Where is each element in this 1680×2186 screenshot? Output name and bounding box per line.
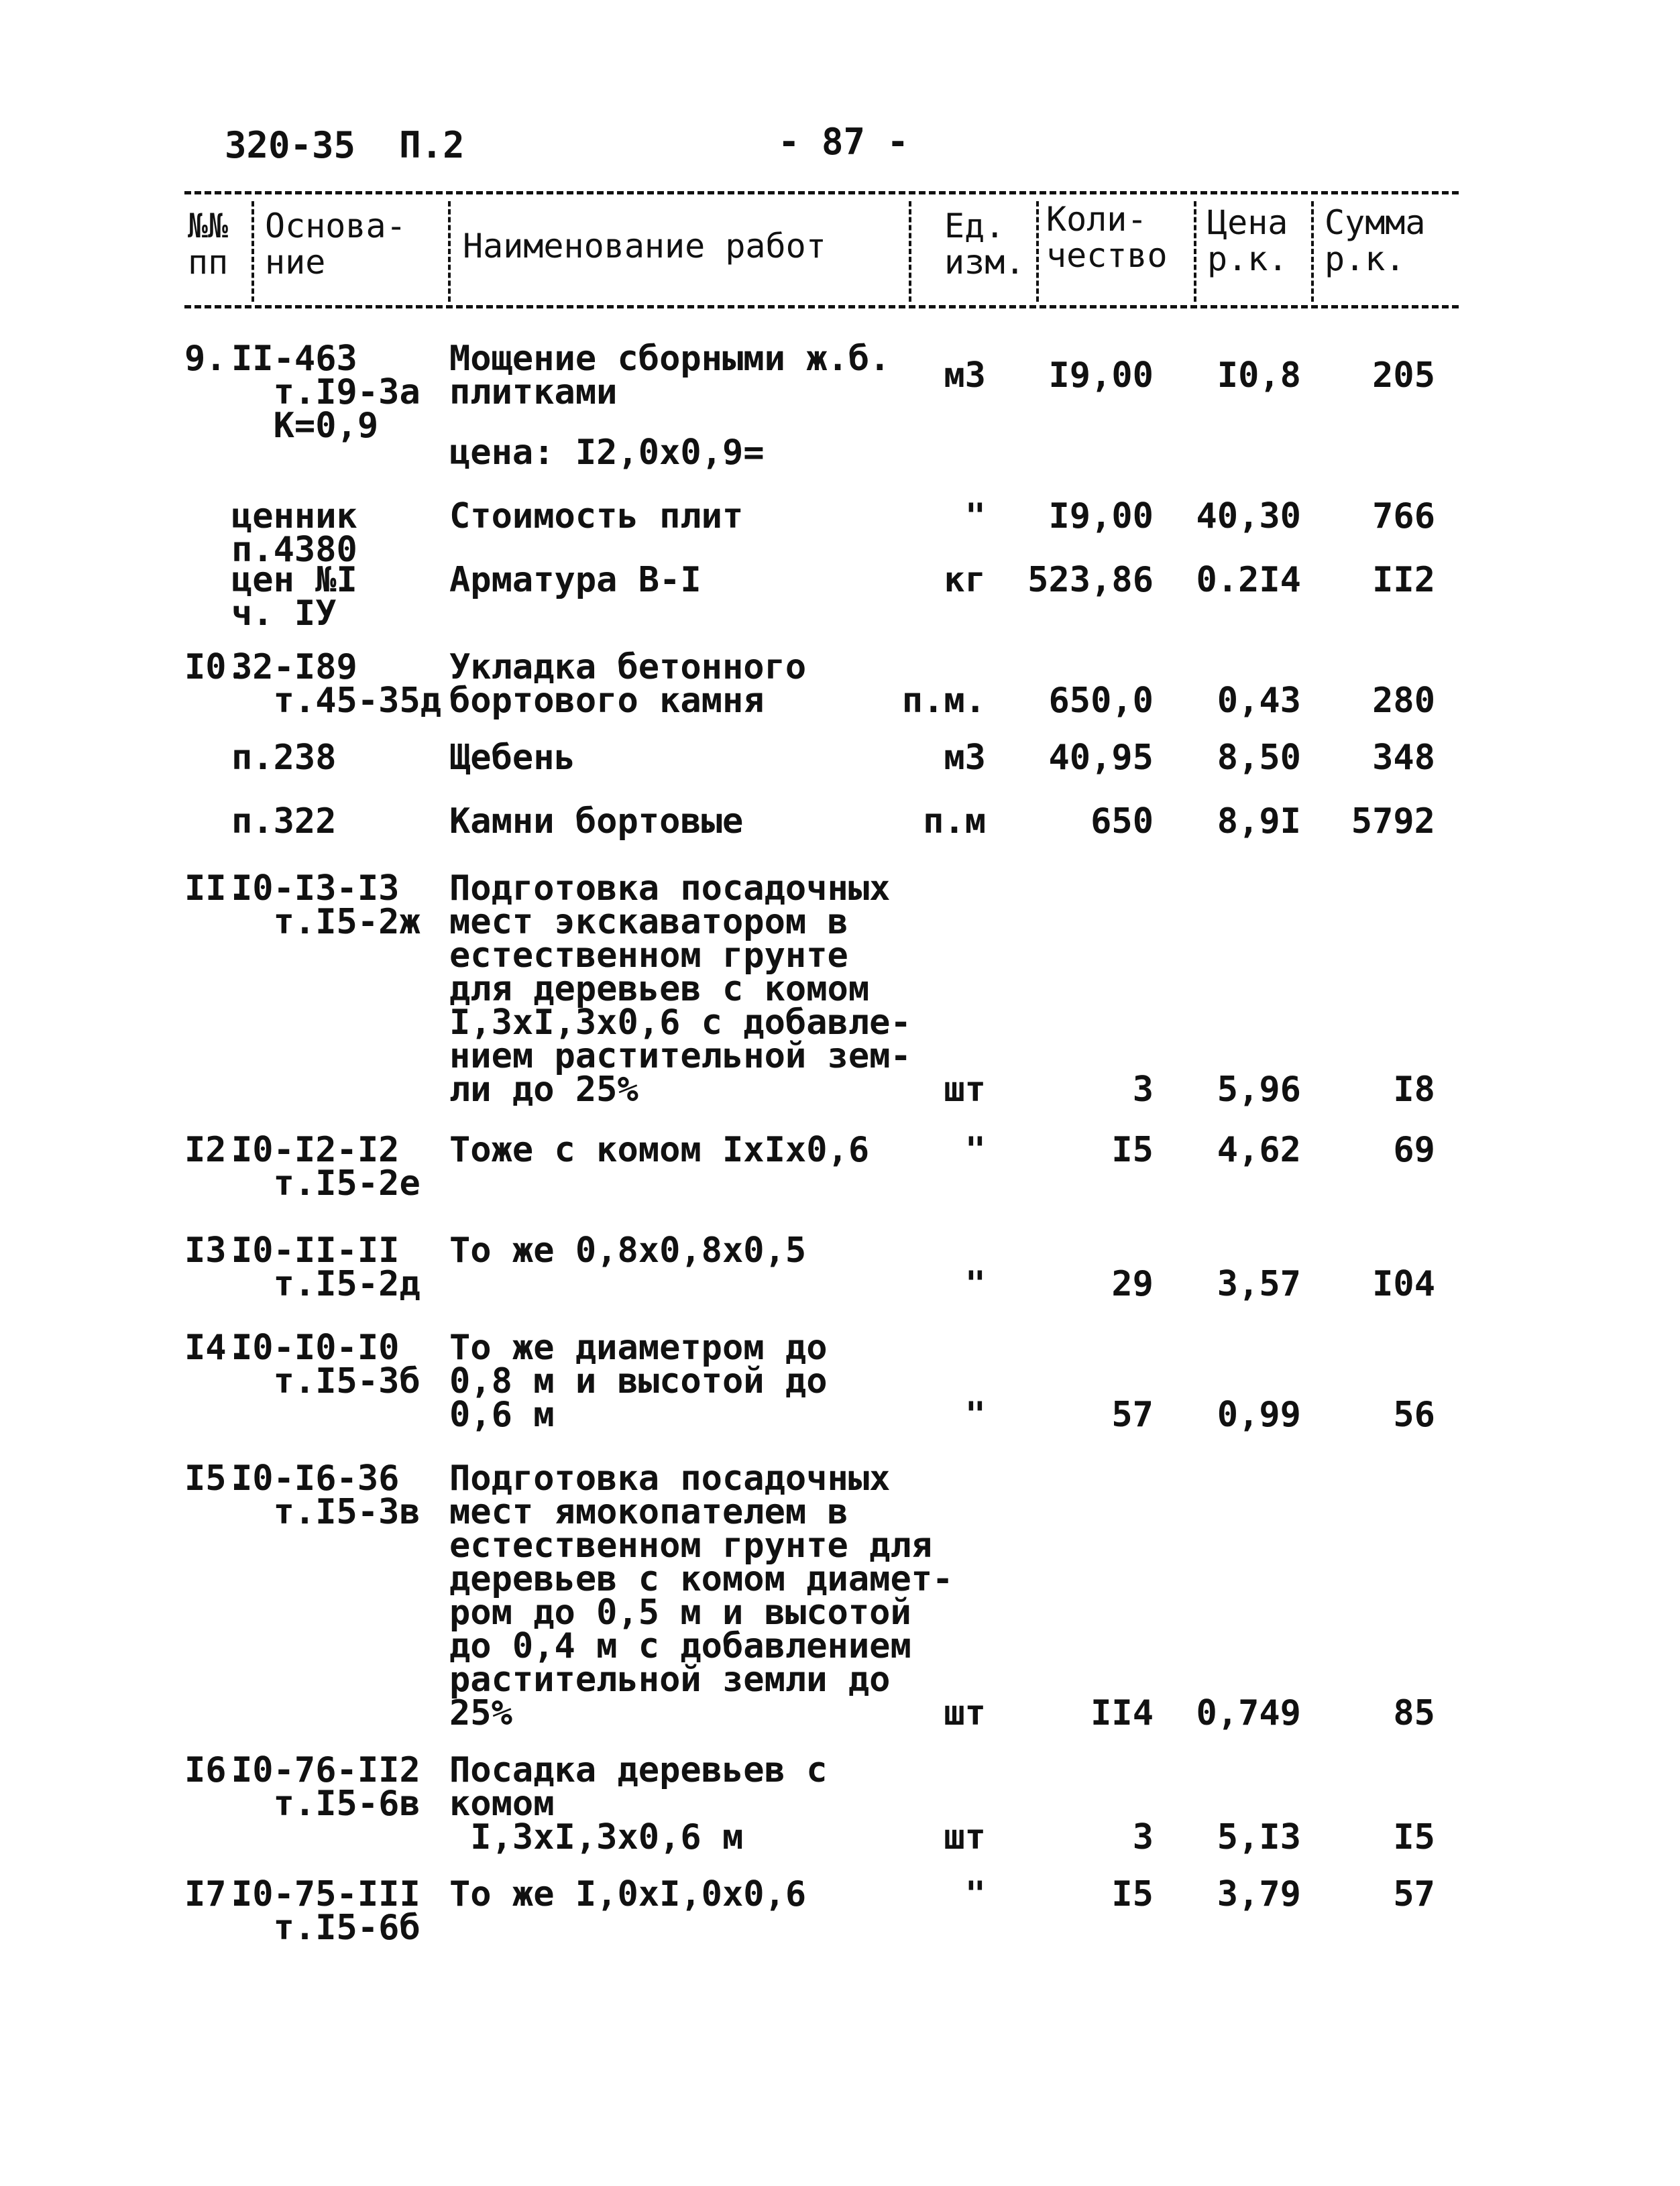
row-work-name: То же диаметром до 0,8 м и высотой до 0,6 м (449, 1328, 828, 1435)
row-quantity: I9,00 (1048, 355, 1154, 396)
row-sum: I5 (1393, 1817, 1435, 1857)
row-price: 3,57 (1217, 1264, 1301, 1304)
row-price: 5,96 (1217, 1070, 1301, 1110)
row-number: I5. (184, 1458, 247, 1499)
row-quantity: I5 (1111, 1130, 1154, 1170)
column-separator (1311, 201, 1314, 302)
row-basis: п.238 (231, 738, 337, 778)
row-sum: 57 (1393, 1874, 1435, 1914)
row-basis: ценник п.4380 (231, 496, 357, 570)
row-number: I7. (184, 1874, 247, 1914)
row-basis: I0-76-II2 т.I5-6в (231, 1750, 421, 1824)
row-sum: 85 (1393, 1693, 1435, 1733)
column-separator (251, 201, 254, 302)
column-separator (448, 201, 451, 302)
row-quantity: 3 (1132, 1817, 1154, 1857)
row-quantity: 3 (1132, 1070, 1154, 1110)
row-basis: п.322 (231, 801, 337, 842)
document-code: 320-35 П.2 (225, 124, 465, 166)
row-sum: 280 (1372, 681, 1435, 721)
row-price: 0.2I4 (1196, 560, 1301, 600)
page-number: - 87 - (778, 121, 909, 163)
row-price: 3,79 (1217, 1874, 1301, 1914)
row-sum: 766 (1372, 496, 1435, 536)
row-unit: " (964, 496, 986, 536)
row-work-name: цена: I2,0х0,9= (449, 433, 765, 473)
row-price: I0,8 (1217, 355, 1301, 396)
row-work-name: Посадка деревьев с комом I,3хI,3х0,6 м (449, 1750, 828, 1857)
row-basis: I0-75-III т.I5-6б (231, 1874, 421, 1948)
row-quantity: 57 (1111, 1395, 1154, 1435)
column-separator (909, 201, 911, 302)
row-unit: " (964, 1395, 986, 1435)
table-top-rule (184, 191, 1459, 194)
row-price: 40,30 (1196, 496, 1301, 536)
row-work-name: Арматура В-I (449, 560, 702, 600)
row-sum: 56 (1393, 1395, 1435, 1435)
row-unit: п.м (923, 801, 986, 842)
row-work-name: Подготовка посадочных мест экскаватором в естественном грунте для деревьев с комом I,3хI,3х0,6 с добавле- нием растительной зем- ли до 25% (449, 868, 911, 1110)
row-unit: м3 (944, 738, 986, 778)
row-work-name: То же 0,8х0,8х0,5 (449, 1230, 807, 1271)
row-quantity: 29 (1111, 1264, 1154, 1304)
row-unit: м3 (944, 355, 986, 396)
row-sum: II2 (1372, 560, 1435, 600)
column-header-basis: Основа- ние (265, 207, 406, 282)
row-work-name: Щебень (449, 738, 575, 778)
row-basis: I0-I0-I0 т.I5-3б (231, 1328, 421, 1401)
row-basis: II-463 т.I9-3а К=0,9 (231, 339, 421, 446)
row-work-name: Подготовка посадочных мест ямокопателем в естественном грунте для деревьев с комом диамет- ром до 0,5 м и высотой до 0,4 м с добавлением растительной земли до 25% (449, 1458, 954, 1733)
row-price: 0,99 (1217, 1395, 1301, 1435)
table-header-bottom-rule (184, 305, 1459, 308)
row-quantity: I5 (1111, 1874, 1154, 1914)
row-work-name: Мощение сборными ж.б. плитками (449, 339, 891, 412)
row-unit: " (964, 1264, 986, 1304)
row-price: 0,749 (1196, 1693, 1301, 1733)
row-price: 0,43 (1217, 681, 1301, 721)
row-number: I4. (184, 1328, 247, 1368)
row-quantity: 523,86 (1027, 560, 1154, 600)
column-header-price: Цена р.к. (1207, 203, 1288, 278)
column-header-name: Наименование работ (463, 227, 826, 266)
row-number: I0. (184, 647, 247, 687)
row-quantity: 650,0 (1048, 681, 1154, 721)
row-quantity: II4 (1090, 1693, 1154, 1733)
row-sum: 5792 (1351, 801, 1435, 842)
row-unit: " (964, 1874, 986, 1914)
row-sum: I04 (1372, 1264, 1435, 1304)
row-number: 9. (184, 339, 227, 379)
column-separator (1036, 201, 1039, 302)
row-sum: 69 (1393, 1130, 1435, 1170)
row-unit: кг (944, 560, 986, 600)
row-work-name: Камни бортовые (449, 801, 744, 842)
row-basis: цен №I ч. IУ (231, 560, 357, 634)
row-basis: I0-II-II т.I5-2д (231, 1230, 421, 1304)
column-separator (1194, 201, 1196, 302)
row-price: 5,I3 (1217, 1817, 1301, 1857)
row-number: I2. (184, 1130, 247, 1170)
column-header-quantity: Коли- чество (1046, 200, 1168, 275)
row-price: 4,62 (1217, 1130, 1301, 1170)
row-price: 8,50 (1217, 738, 1301, 778)
row-unit: шт (944, 1693, 986, 1733)
row-price: 8,9I (1217, 801, 1301, 842)
row-sum: 348 (1372, 738, 1435, 778)
row-work-name: Стоимость плит (449, 496, 744, 536)
row-basis: 32-I89 т.45-35д (231, 647, 442, 721)
row-unit: п.м. (901, 681, 986, 721)
row-work-name: Укладка бетонного бортового камня (449, 647, 807, 721)
row-sum: I8 (1393, 1070, 1435, 1110)
row-number: I3. (184, 1230, 247, 1271)
row-basis: I0-I6-36 т.I5-3в (231, 1458, 421, 1532)
row-sum: 205 (1372, 355, 1435, 396)
row-unit: шт (944, 1817, 986, 1857)
row-work-name: Тоже с комом IхIх0,6 (449, 1130, 870, 1170)
row-number: II. (184, 868, 247, 909)
row-number: I6. (184, 1750, 247, 1790)
row-basis: I0-I3-I3 т.I5-2ж (231, 868, 421, 942)
row-work-name: То же I,0хI,0х0,6 (449, 1874, 807, 1914)
column-header-sum: Сумма р.к. (1325, 203, 1426, 278)
column-header-unit: Ед. изм. (944, 207, 1025, 282)
row-quantity: I9,00 (1048, 496, 1154, 536)
row-unit: " (964, 1130, 986, 1170)
row-basis: I0-I2-I2 т.I5-2е (231, 1130, 421, 1204)
row-unit: шт (944, 1070, 986, 1110)
row-quantity: 40,95 (1048, 738, 1154, 778)
row-quantity: 650 (1090, 801, 1154, 842)
column-header-no: №№ пп (188, 207, 229, 282)
